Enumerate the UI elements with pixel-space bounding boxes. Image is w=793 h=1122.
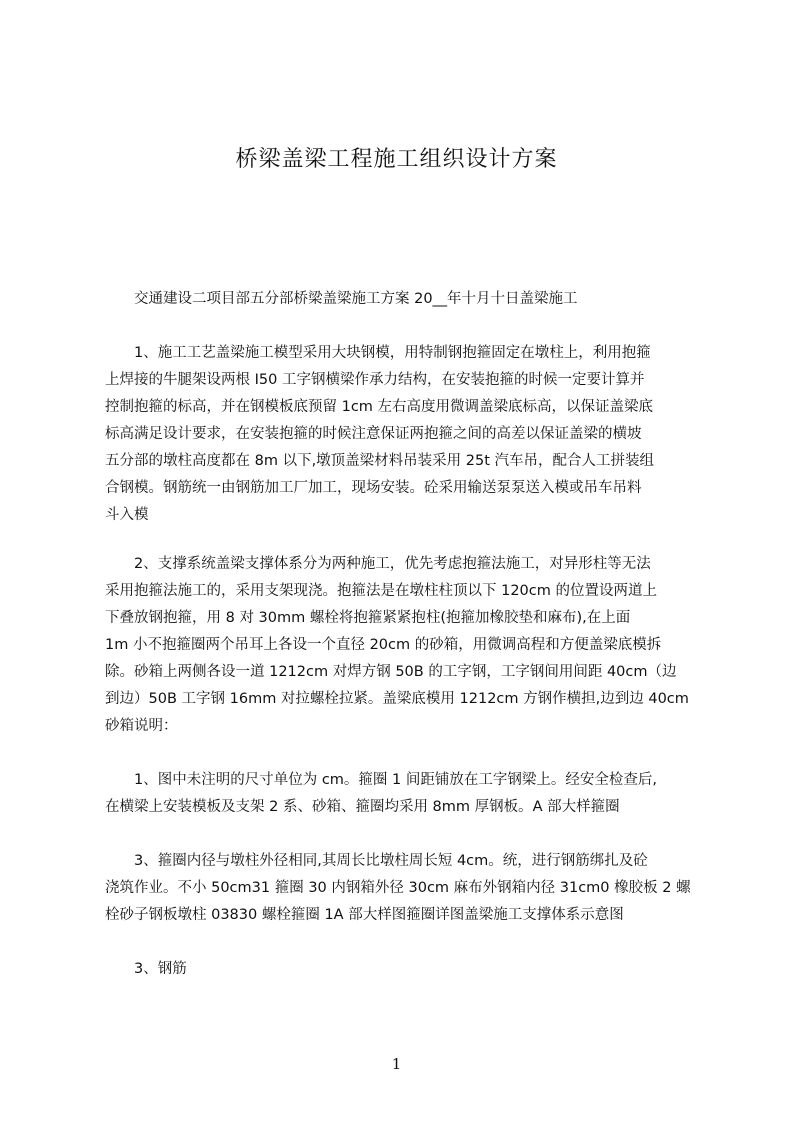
text-line: 下叠放钢抱箍，用 8 对 30mm 螺栓将抱箍紧紧抱柱(抱箍加橡胶垫和麻布),在上面 (105, 610, 631, 626)
text-line: 1、图中未注明的尺寸单位为 cm。箍圈 1 间距铺放在工字钢梁上。经安全检查后, (105, 772, 657, 788)
subtitle-paragraph (105, 286, 705, 313)
text-line: 控制抱箍的标高，并在钢模板底预留 1cm 左右高度用微调盖梁底标高，以保证盖梁底 (105, 399, 654, 415)
text-line: 浇筑作业。不小 50cm31 箍圈 30 内钢箱外径 30cm 麻布外钢箱内径 31cm0 橡胶板 2 螺 (105, 880, 691, 896)
text-line: 在横梁上安装模板及支架 2 系、砂箱、箍圈均采用 8mm 厚钢板。A 部大样箍圈 (105, 799, 620, 815)
document-title: 桥梁盖梁工程施工组织设计方案 (235, 147, 558, 172)
text-line: 1、施工工艺盖梁施工模型采用大块钢模，用特制钢抱箍固定在墩柱上，利用抱箍 (105, 345, 651, 361)
text-line: 3、钢筋 (105, 961, 187, 977)
paragraph-support-system (105, 551, 705, 740)
text-line: 斗入模 (105, 507, 149, 523)
paragraph-rebar (105, 956, 705, 983)
text-line: 五分部的墩柱高度都在 8m 以下,墩顶盖梁材料吊装采用 25t 汽车吊，配合人工拼装组 (105, 453, 655, 469)
subtitle-line: 交通建设二项目部五分部桥梁盖梁施工方案 20__年十月十日盖梁施工 (134, 291, 578, 307)
text-line: 合钢模。钢筋统一由钢筋加工厂加工，现场安装。砼采用输送泵泵送入模或吊车吊料 (105, 480, 642, 496)
text-line: 3、箍圈内径与墩柱外径相同,其周长比墩柱周长短 4cm。统，进行钢筋绑扎及砼 (105, 853, 648, 869)
text-line: 除。砂箱上两侧各设一道 1212cm 对焊方钢 50B 的工字钢，工字钢间用间距 40cm（边 (105, 664, 677, 680)
text-line: 砂箱说明： (105, 718, 178, 734)
paragraph-construction-process (105, 340, 705, 529)
text-line: 1m 小不抱箍圈两个吊耳上各设一个直径 20cm 的砂箱，用微调高程和方便盖梁底模拆 (105, 637, 662, 653)
page-number: 1 (391, 1055, 402, 1073)
text-line: 到边）50B 工字钢 16mm 对拉螺栓拉紧。盖梁底模用 1212cm 方钢作横担,边到边 40cm (105, 691, 689, 707)
text-line: 采用抱箍法施工的，采用支架现浇。抱箍法是在墩柱柱顶以下 120cm 的位置设两道上 (105, 583, 657, 599)
text-line: 栓砂子钢板墩柱 03830 螺栓箍圈 1A 部大样图箍圈详图盖梁施工支撑体系示意图 (105, 907, 624, 923)
paragraph-sandbox-note-3 (105, 848, 705, 929)
paragraph-sandbox-note-1 (105, 767, 705, 821)
text-line: 2、支撑系统盖梁支撑体系分为两种施工，优先考虑抱箍法施工，对异形柱等无法 (105, 556, 651, 572)
text-line: 标高满足设计要求，在安装抱箍的时候注意保证两抱箍之间的高差以保证盖梁的横坡 (105, 426, 642, 442)
text-line: 上焊接的牛腿架设两根 I50 工字钢横梁作承力结构，在安装抱箍的时候一定要计算并 (105, 372, 645, 388)
